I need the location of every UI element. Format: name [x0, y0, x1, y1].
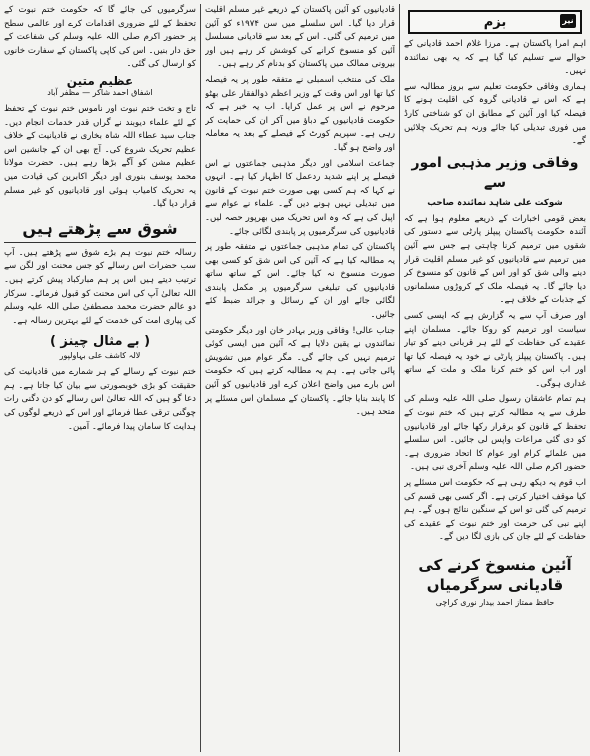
right-paragraph-5: اب قوم یہ دیکھ رہی ہے کہ حکومت اس مسئلے پر کیا موقف اختیار کرتی ہے۔ اگر کسی بھی قسم کی ترمیم کی گئی تو اس کے سنگین نتائج ہوں گے۔ ہم اپنے نبی کی حرمت اور ختم نبوت کے عقیدے کی حفاظت کے لئے جان کی بازی لگا دیں گے۔ — [404, 478, 586, 543]
section-header — [408, 10, 582, 34]
signature-sub: اشفاق احمد شاکر — مظفر آباد — [47, 87, 153, 97]
left-paragraph-3: رسالہ ختم نبوت ہم بڑے شوق سے پڑھتے ہیں۔ آپ سب حضرات اس رسالے کو جس محنت اور لگن سے ترتیب دیتے ہیں اس پر ہم مبارکباد پیش کرتے ہیں۔ اللہ تعالیٰ آپ کی اس محنت کو قبول فرمائے۔ سرکار دو عالم حضرت محمد مصطفیٰ صلی اللہ علیہ وسلم کی پیاری امت کی خدمت کے لئے بہترین رسالہ ہے۔ — [4, 247, 196, 326]
closing-byline: حافظ ممتاز احمد بیدار نوری کراچی — [435, 598, 555, 607]
closing-heading: ( بے مثال چینز ) — [49, 334, 151, 350]
headline-ministry: وفاقی وزیر مذہبی امور سے — [411, 154, 579, 191]
left-paragraph-4: ختم نبوت کے رسالے کے ہر شمارے میں قادیانیت کی حقیقت کو بڑی خوبصورتی سے بیان کیا جاتا ہے۔ ہم دعا گو ہیں کہ اللہ تعالیٰ اس رسالے کو دن دگنی رات چوگنی ترقی عطا فرمائے اور اس کے ذریعے لوگوں کی ہدایت کا سامان پیدا فرمائے۔ آمین۔ — [4, 367, 196, 432]
byline: شوکت علی شاہد نمائندہ صاحب — [427, 197, 563, 208]
closing-sub-byline: لالہ کاشف علی بہاولپور — [59, 351, 141, 361]
middle-paragraph-2: ملک کی منتخب اسمبلی نے متفقہ طور پر یہ فیصلہ کیا تھا اور اس وقت کے وزیر اعظم ذوالفقار علی بھٹو مرحوم نے اس پر عمل کرایا۔ اب یہ خبر ہے کہ حکومت قادیانیوں کے دباؤ میں آکر ان کی حمایت کر رہی ہے۔ سپریم کورٹ کے فیصلے کے بعد یہ معاملہ اور واضح ہو گیا۔ — [205, 74, 395, 153]
middle-paragraph-3: جماعت اسلامی اور دیگر مذہبی جماعتوں نے اس فیصلے پر اپنے شدید ردعمل کا اظہار کیا ہے۔ انہوں نے کہا کہ ہم کسی بھی صورت ختم نبوت کے قانون میں تبدیلی نہیں ہونے دیں گے۔ علماء نے عوام سے اپیل کی ہے کہ وہ اس تحریک میں بھرپور حصہ لیں۔ قادیانیوں کی سرگرمیوں پر پابندی لگائی جائے۔ — [205, 158, 395, 237]
middle-paragraph-4: پاکستان کی تمام مذہبی جماعتوں نے متفقہ طور پر یہ مطالبہ کیا ہے کہ آئین کی اس شق کو کسی بھی صورت منسوخ نہ کیا جائے۔ اس کے ساتھ ساتھ قادیانیوں کی تبلیغی سرگرمیوں پر مکمل پابندی لگائی جائے اور ان کے رسائل و جرائد ضبط کئے جائیں۔ — [205, 242, 395, 321]
left-column — [4, 4, 196, 752]
signature-name: عظیم متین — [66, 73, 134, 88]
intro-paragraph: اہم امرا پاکستان ہے۔ مرزا غلام احمد قادیانی کے حوالے سے تسلیم کیا گیا ہے کہ یہ بھی نمائندہ نہیں۔ — [404, 39, 586, 77]
left-paragraph-2: تاج و تخت ختم نبوت اور ناموس ختم نبوت کے تحفظ کے لئے علماء دیوبند نے گراں قدر خدمات انجام دیں۔ جناب سید عطاء اللہ شاہ بخاری نے قادیانیت کے خلاف عظیم تحریک شروع کی۔ آج بھی ان کے جانشین اس عظیم مشن کو آگے بڑھا رہے ہیں۔ حضرت مولانا محمد یوسف بنوری اور دیگر اکابرین کی قیادت میں یہ تحریک کامیاب ہوئی اور قادیانیوں کو غیر مسلم قرار دیا گیا۔ — [4, 103, 196, 210]
section-title-shauq: شوق سے پڑھتے ہیں — [4, 218, 196, 243]
middle-paragraph-5: جناب عالی! وفاقی وزیر بہادر خان اور دیگر حکومتی نمائندوں نے یقین دلایا ہے کہ آئین میں ایسی کوئی ترمیم نہیں کی جائے گی۔ مگر عوام میں تشویش پائی جاتی ہے۔ ہم یہ مطالبہ کرتے ہیں کہ حکومت اس بارے میں واضح اعلان کرے اور قادیانیوں کو آئین کا پابند بنایا جائے۔ پاکستان کے مسلمان اس مسئلے پر متحد ہیں۔ — [205, 325, 395, 418]
right-paragraph-2: بعض قومی اخبارات کے ذریعے معلوم ہوا ہے کہ آئندہ حکومت پاکستان پیپلز پارٹی سے دستور کی شقوں میں ترمیم کرنا چاہتی ہے جس سے آئین میں ترمیم سے قادیانیوں کو غیر مسلم اقلیت قرار دینے والی شق کو اور اس کے قانون کو منسوخ کر دیا جائے گا۔ یہ فیصلہ ملک کے کروڑوں مسلمانوں کے جذبات کے خلاف ہے۔ — [404, 213, 586, 306]
left-paragraph-1: سرگرمیوں کی جائے گا کہ حکومت ختم نبوت کے تحفظ کے لئے ضروری اقدامات کرے اور عالمی سطح پر حضور اکرم صلی اللہ علیہ وسلم کی شفاعت کے حق دار بنیں۔ اس کی کاپی پاکستان کے سفارت خانوں کو ارسال کی گئی۔ — [4, 5, 196, 70]
right-paragraph-3: اور صرف آپ سے یہ گزارش ہے کہ ایسی کسی سیاست اور ترمیم کو روکا جائے۔ مسلمان اپنے عقیدے کی حفاظت کے لئے ہر قربانی دینے کو تیار ہیں۔ پاکستان پیپلز پارٹی نے خود یہ فیصلہ کیا تھا اور اب اس کو ختم کرنا ملک و ملت کے ساتھ غداری ہوگی۔ — [404, 310, 586, 389]
right-paragraph-1: ہماری وفاقی حکومت تعلیم سے بروز مطالبہ سے ہے کہ اس نے قادیانی گروہ کی اقلیت ہونے کا فیصلہ کیا اور آئین کے مطابق ان کو شناختی کارڈ میں فوری تبدیلی کیا جائے ورنہ ہم تحریک چلائیں گے۔ — [404, 81, 586, 147]
column-divider — [200, 4, 201, 752]
right-paragraph-4: ہم تمام عاشقان رسول صلی اللہ علیہ وسلم کی طرف سے یہ مطالبہ کرتے ہیں کہ ختم نبوت کے تحفظ کے قانون کو برقرار رکھا جائے اور قادیانیوں کو دی گئی مراعات واپس لی جائیں۔ اس سلسلے میں علمائے کرام اور عوام کا اتحاد ضروری ہے۔ حضور اکرم صلی اللہ علیہ وسلم آخری نبی ہیں۔ — [404, 394, 586, 473]
column-divider — [399, 4, 400, 752]
right-column — [404, 4, 586, 752]
closing-title: آئین منسوخ کرنے کی قادیانی سرگرمیاں — [418, 556, 572, 594]
middle-paragraph-1: قادیانیوں کو آئین پاکستان کے ذریعے غیر مسلم اقلیت قرار دیا گیا۔ اس سلسلے میں سن ۱۹۷۴ء کو آئین میں ترمیم کی گئی۔ اس کے بعد سے قادیانی مسلسل آئین کو منسوخ کرانے کی کوشش کر رہے ہیں اور بیرونی ممالک میں پاکستان کو بدنام کر رہے ہیں۔ — [205, 5, 395, 70]
section-header-label: بزم — [483, 14, 507, 30]
section-badge: نیر — [560, 14, 576, 28]
middle-column — [205, 4, 395, 752]
